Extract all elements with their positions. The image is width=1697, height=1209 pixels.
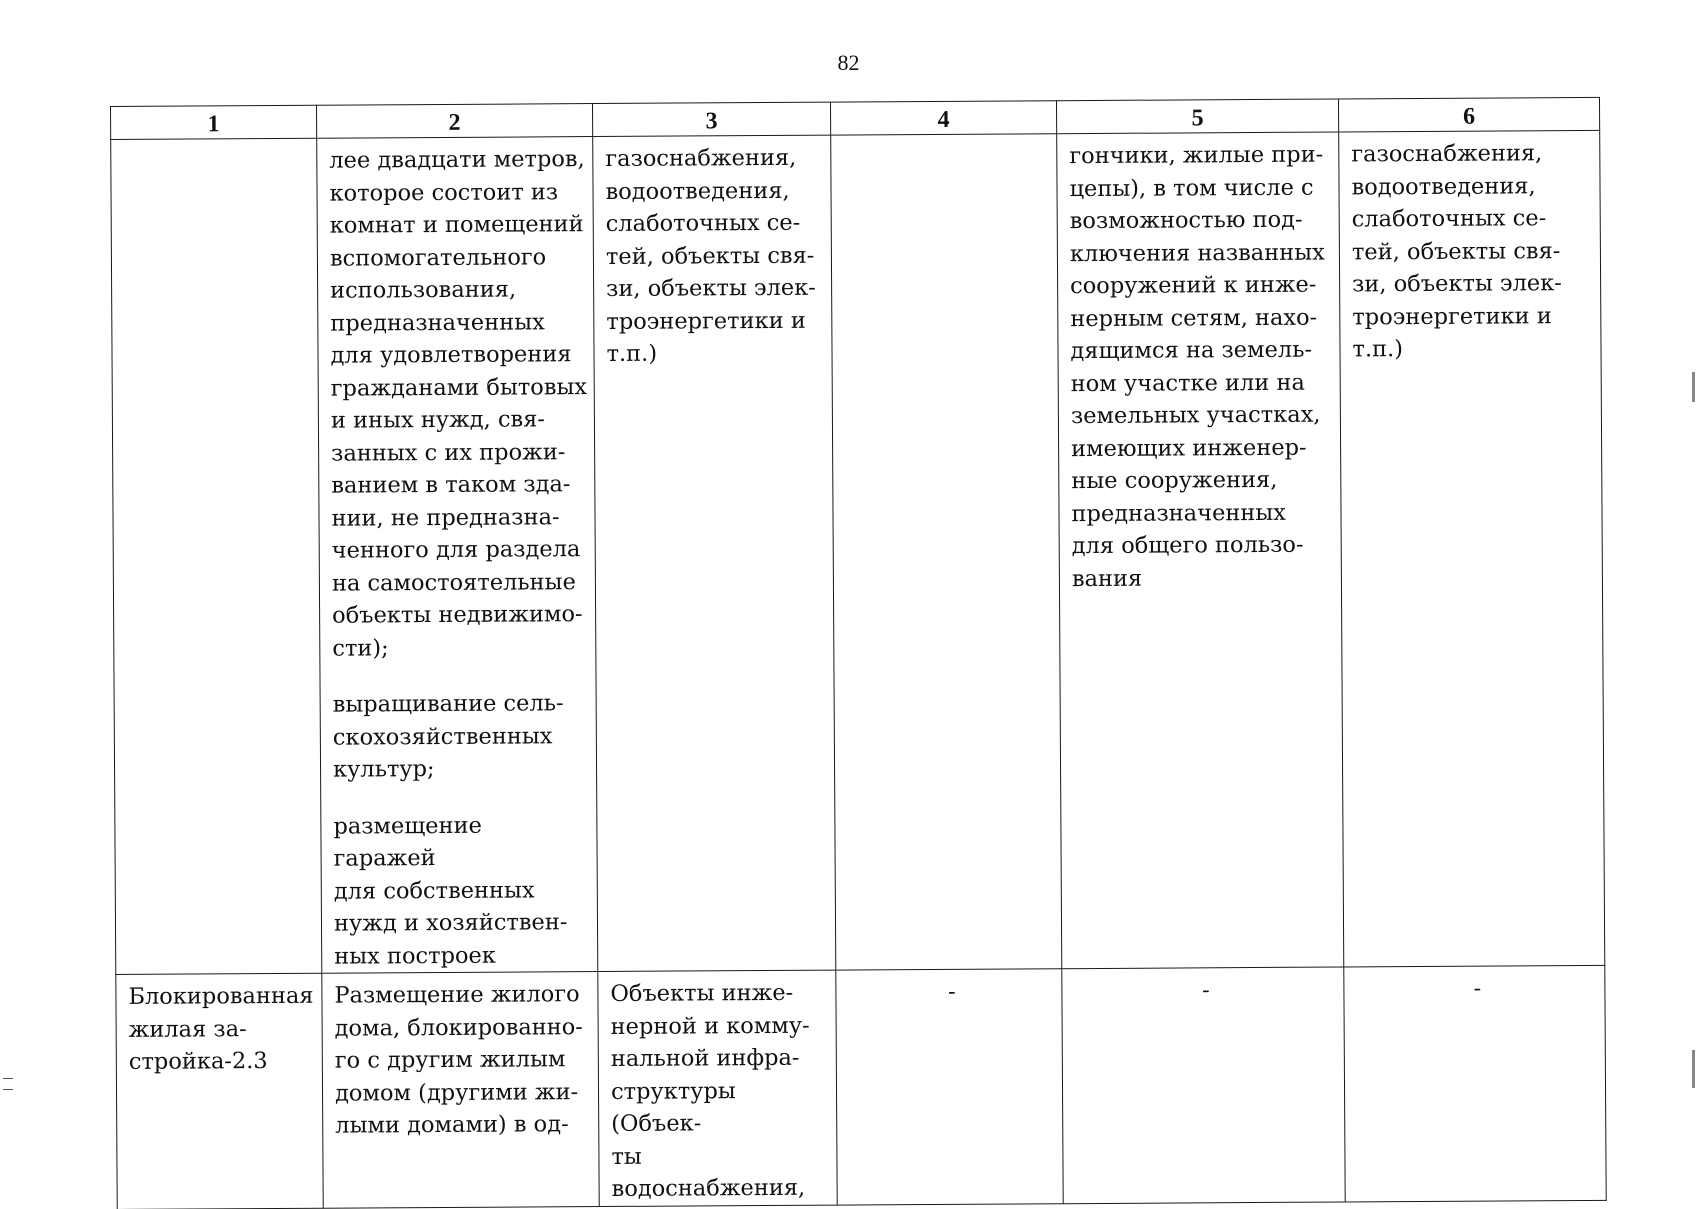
table-cell (1062, 967, 1345, 1203)
column-header-6: 6 (1338, 97, 1599, 132)
cell-paragraph: размещение гаражей для собственных нужд и хозяйствен- ных построек (333, 812, 568, 970)
column-header-2: 2 (316, 104, 592, 139)
cell-text: Блокированная жилая за- стройка-2.3 (128, 982, 314, 1075)
cell-paragraph: выращивание сель- скохозяйственных культур; (332, 690, 564, 783)
table-cell (598, 970, 837, 1206)
table-cell (831, 134, 1062, 970)
regulations-table (110, 97, 1607, 1209)
cell-text: - (1202, 977, 1210, 1004)
column-header-3: 3 (592, 102, 830, 136)
cell-text (843, 140, 1050, 141)
table-cell (317, 137, 598, 974)
table-cell (111, 138, 322, 974)
table-cell (1057, 132, 1344, 969)
table-row (116, 965, 1606, 1209)
scan-margin-mark (3, 1078, 13, 1090)
cell-text: газоснабжения, водоотведения, слаботочных се- тей, объекты свя- зи, объекты элек- троэнергетики и т.п.) (605, 144, 816, 367)
cell-text: Объекты инже- нерной и комму- нальной инфра- структуры (Объек- ты водоснабжения, (610, 979, 810, 1202)
column-header-4: 4 (830, 101, 1056, 135)
table-cell (116, 973, 323, 1209)
cell-text: Размещение жилого дома, блокированно- го с другим жилым домом (другими жи- лыми домами) в од- (334, 981, 583, 1139)
page-number: 82 (837, 50, 860, 75)
column-header-5: 5 (1056, 99, 1338, 134)
cell-text: газоснабжения, водоотведения, слаботочных се- тей, объекты свя- зи, объекты элек- троэнергетики и т.п.) (1351, 140, 1562, 363)
table-cell (1344, 965, 1606, 1201)
scan-edge-mark (1692, 372, 1695, 402)
cell-paragraph: лее двадцати метров, которое состоит из комнат и помещений вспомогательного использования, предназначенных для удовлетворения гражданами бытовых и иных нужд, свя- занных с их прожи- ванием в таком зда- нии, не предназна- ченного для раздела на самостоятельные объекты недвижимо- сти); (329, 146, 588, 662)
column-header-1: 1 (111, 105, 317, 139)
table-cell (593, 135, 836, 971)
cell-text: гончики, жилые при- цепы), в том числе с возможностью под- ключения названных сооружений к инже- нерным сетям, нахо- дящимся на земель- ном участке или на земельных участках, имеющих инженер- ные сооружения, предназначенных для общего пользо- вания (1069, 141, 1325, 592)
scan-edge-mark (1692, 1050, 1695, 1088)
cell-text: - (1473, 975, 1482, 1002)
table-cell (1339, 130, 1605, 967)
cell-text: - (948, 978, 956, 1005)
table-row (111, 130, 1605, 974)
table-cell (836, 969, 1063, 1205)
cell-text (123, 145, 310, 146)
table-cell (322, 972, 599, 1208)
